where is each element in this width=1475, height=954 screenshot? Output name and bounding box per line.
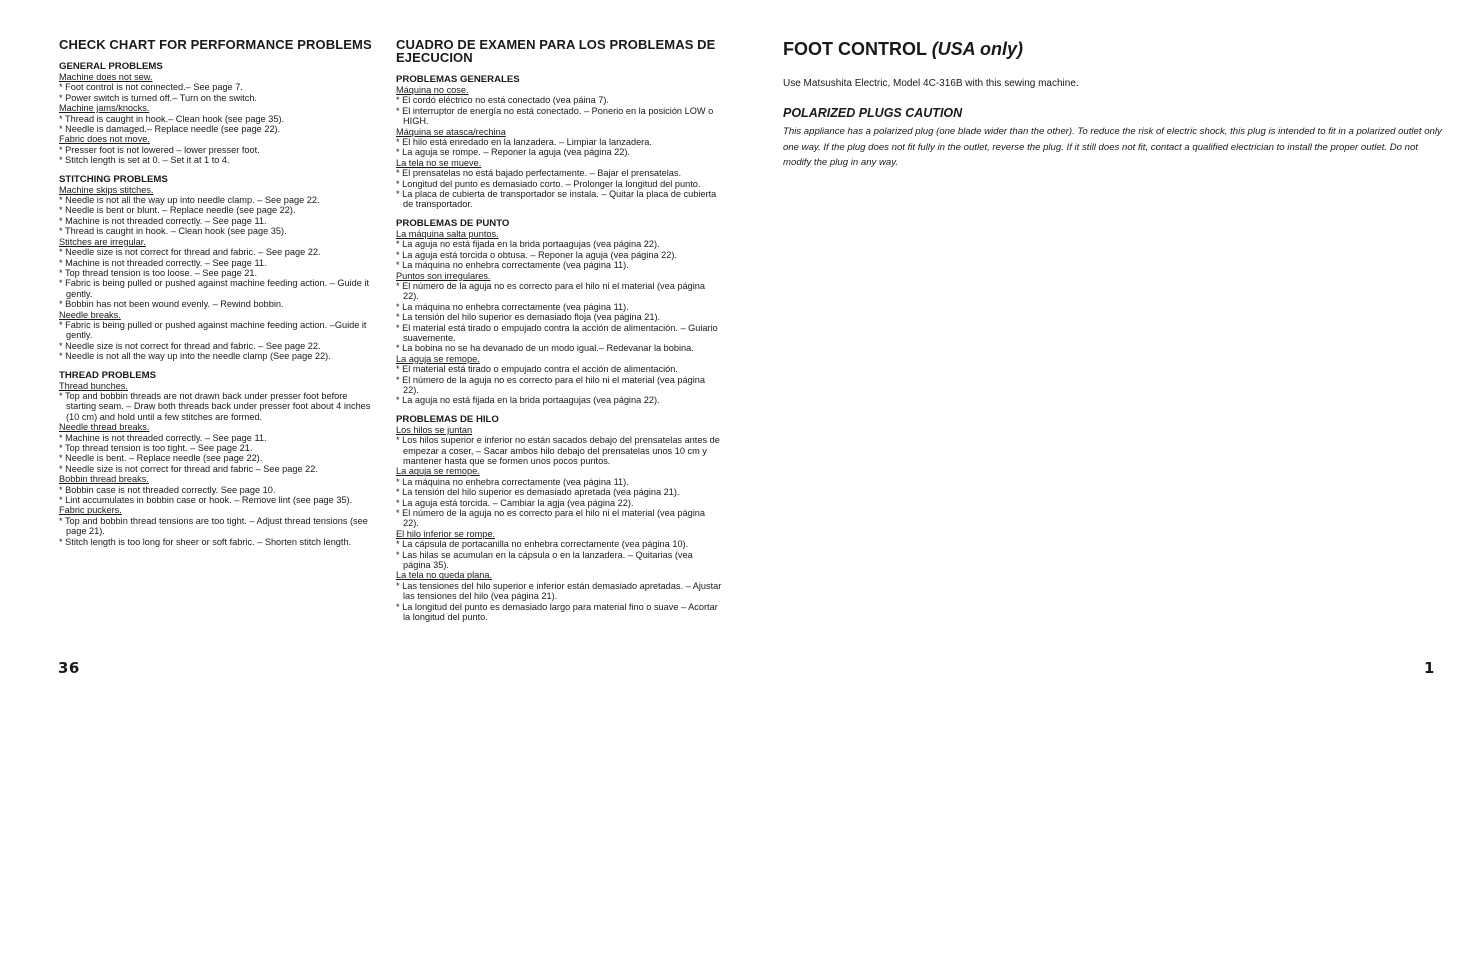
issue-heading: Needle thread breaks. — [59, 422, 150, 433]
solution-item: * Needle is bent. – Replace needle (see page 22). — [59, 453, 379, 463]
issue-heading: Bobbin thread breaks. — [59, 474, 149, 485]
solution-item: * Las tensiones del hilo superior e inferior están demasiado apretadas. – Ajustar las tensiones del hilo (vea página 21). — [396, 581, 722, 602]
solution-item: * Longitud del punto es demasiado corto. – Prolonger la longitud del punto. — [396, 179, 722, 189]
section-title: PROBLEMAS DE HILO — [396, 413, 499, 425]
solution-item: * Needle is not all the way up into needle clamp. – See page 22. — [59, 195, 379, 205]
solution-item: * Needle size is not correct for thread and fabric – See page 22. — [59, 464, 379, 474]
solution-item: * La máquina no enhebra correctamente (vea página 11). — [396, 477, 722, 487]
issue-heading: Needle breaks. — [59, 309, 121, 320]
caution-text: This appliance has a polarized plug (one blade wider than the other). To reduce the risk of electric shock, this plug is intended to fit in a polarized outlet only one way. If the plug does not fit fully in the outlet, reverse the plug. If it still does not fit, contact a qualified electrician to install the proper outlet. Do not modify the plug in any way. — [783, 126, 1442, 168]
solution-item: * La aguja está torcida o obtusa. – Reponer la aguja (vea página 22). — [396, 250, 722, 260]
solution-item: * La aguja se rompe. – Reponer la aguja (vea página 22). — [396, 147, 722, 157]
issue-heading: La aguja se remope. — [396, 353, 480, 364]
issue-heading: Fabric does not move. — [59, 134, 150, 145]
problem-section — [59, 61, 379, 166]
issue-heading: Machine jams/knocks. — [59, 103, 150, 114]
issue-heading: Máquina no cose. — [396, 85, 469, 95]
solution-item: * Needle size is not correct for thread and fabric. – See page 22. — [59, 341, 379, 351]
check-chart-spanish — [396, 38, 722, 631]
problem-section — [59, 370, 379, 548]
solution-item: * El interruptor de energía no está conectado. – Ponerio en la posición LOW o HIGH. — [396, 106, 722, 127]
solution-item: * El prensatelas no está bajado perfectamente. – Bajar el prensatelas. — [396, 168, 722, 178]
issue-heading: Los hilos se juntan — [396, 424, 473, 435]
foot-control-section — [783, 38, 1443, 171]
solution-item: * Presser foot is not lowered – lower presser foot. — [59, 145, 379, 155]
problem-section — [396, 74, 722, 210]
solution-item: * La máquina no enhebra correctamente (vea página 11). — [396, 302, 722, 312]
problem-section — [396, 218, 722, 406]
solution-item: * La longitud del punto es demasiado largo para material fino o suave – Acortar la longitud del punto. — [396, 602, 722, 623]
solution-item: * Top thread tension is too loose. – See page 21. — [59, 268, 379, 278]
page-title-spanish: CUADRO DE EXAMEN PARA LOS PROBLEMAS DE EJECUCION — [396, 37, 716, 65]
solution-item: * Stitch length is set at 0. – Set it at 1 to 4. — [59, 155, 379, 165]
page-number-left: 36 — [58, 659, 80, 677]
solution-item: * La aguja no está fijada en la brida portaagujas (vea página 22). — [396, 239, 722, 249]
issue-heading: Stitches are irregular. — [59, 236, 146, 247]
foot-control-text: Use Matsushita Electric, Model 4C-316B with this sewing machine. — [783, 78, 1079, 89]
solution-item: * El hilo está enredado en la lanzadera. – Limpiar la lanzadera. — [396, 137, 722, 147]
solution-item: * Fabric is being pulled or pushed against machine feeding action. –Guide it gently. — [59, 320, 379, 341]
solution-item: * Power switch is turned off.– Turn on the switch. — [59, 93, 379, 103]
issue-heading: La máquina salta puntos. — [396, 228, 499, 239]
issue-heading: La tela no queda plana. — [396, 570, 493, 581]
issue-heading: Puntos son irregulares. — [396, 270, 491, 281]
problem-section — [59, 174, 379, 362]
solution-item: * Machine is not threaded correctly. – See page 11. — [59, 433, 379, 443]
solution-item: * La placa de cubierta de transportador se instala. – Quitar la placa de cubierta de transportador. — [396, 189, 722, 210]
solution-item: * Thread is caught in hook.– Clean hook (see page 35). — [59, 114, 379, 124]
solution-item: * El número de la aguja no es correcto para el hilo ni el material (vea página 22). — [396, 281, 722, 302]
section-title: GENERAL PROBLEMS — [59, 61, 163, 72]
page-number-right: 1 — [1424, 659, 1435, 677]
spanish-sections — [396, 74, 722, 623]
solution-item: * Stitch length is too long for sheer or soft fabric. – Shorten stitch length. — [59, 537, 379, 547]
section-title: PROBLEMAS DE PUNTO — [396, 217, 510, 229]
solution-item: * Needle size is not correct for thread and fabric. – See page 22. — [59, 247, 379, 257]
issue-heading: La aguja se remope. — [396, 466, 480, 477]
check-chart-english — [59, 38, 379, 555]
section-title: PROBLEMAS GENERALES — [396, 74, 520, 85]
solution-item: * Machine is not threaded correctly. – See page 11. — [59, 216, 379, 226]
section-title: THREAD PROBLEMS — [59, 369, 157, 381]
issue-heading: Machine does not sew. — [59, 72, 153, 82]
solution-item: * Top and bobbin thread tensions are too tight. – Adjust thread tensions (see page 21). — [59, 516, 379, 537]
solution-item: * La aguja está torcida. – Cambiar la agja (vea página 22). — [396, 498, 722, 508]
solution-item: * Needle is bent or blunt. – Replace needle (see page 22). — [59, 205, 379, 215]
issue-heading: Máquina se atasca/rechina — [396, 126, 506, 137]
english-sections — [59, 61, 379, 547]
solution-item: * La tensión del hilo superior es demasiado floja (vea página 21). — [396, 312, 722, 322]
solution-item: * La máquina no enhebra correctamente (vea página 11). — [396, 260, 722, 270]
solution-item: * El material está tirado o empujado contra el acción de alimentación. — [396, 364, 722, 374]
solution-item: * Fabric is being pulled or pushed against machine feeding action. – Guide it gently. — [59, 278, 379, 299]
caution-title: POLARIZED PLUGS CAUTION — [783, 106, 963, 120]
solution-item: * Needle is not all the way up into the needle clamp (See page 22). — [59, 351, 379, 361]
foot-control-title: FOOT CONTROL (USA only) — [783, 39, 1024, 59]
solution-item: * Las hilas se acumulan en la cápsula o en la lanzadera. – Quitarias (vea página 35). — [396, 550, 722, 571]
solution-item: * El material está tirado o empujado contra la acción de alimentación. – Guiario suavemente. — [396, 323, 722, 344]
solution-item: * Thread is caught in hook. – Clean hook (see page 35). — [59, 226, 379, 236]
solution-item: * Bobbin case is not threaded correctly. See page 10. — [59, 485, 379, 495]
solution-item: * Machine is not threaded correctly. – See page 11. — [59, 258, 379, 268]
page-title: CHECK CHART FOR PERFORMANCE PROBLEMS — [59, 37, 372, 52]
foot-control-title-note: (USA only) — [931, 39, 1024, 59]
issue-heading: El hilo inferior se rompe. — [396, 528, 496, 539]
issue-heading: La tela no se mueve. — [396, 157, 482, 168]
solution-item: * La bobina no se ha devanado de un modo igual.– Redevanar la bobina. — [396, 343, 722, 353]
issue-heading: Fabric puckers. — [59, 505, 122, 516]
solution-item: * Top thread tension is too tight. – See page 21. — [59, 443, 379, 453]
solution-item: * Bobbin has not been wound evenly. – Rewind bobbin. — [59, 299, 379, 309]
solution-item: * El número de la aguja no es correcto para el hilo ni el material (vea página 22). — [396, 375, 722, 396]
section-title: STITCHING PROBLEMS — [59, 173, 168, 185]
problem-section — [396, 414, 722, 623]
issue-heading: Thread bunches. — [59, 380, 128, 391]
issue-heading: Machine skips stitches. — [59, 184, 154, 195]
solution-item: * La cápsula de portacanilla no enhebra correctamente (vea página 10). — [396, 539, 722, 549]
solution-item: * La tensión del hilo superior es demasiado apretada (vea página 21). — [396, 487, 722, 497]
solution-item: * Los hilos superior e inferior no están sacados debajo del prensatelas antes de empezar a coser, – Sacar ambos hilo debajo del prensatelas unos 10 cm y mantener hasta que se formen unos pocos puntos. — [396, 435, 722, 466]
solution-item: * Foot control is not connected.– See page 7. — [59, 82, 379, 92]
solution-item: * Lint accumulates in bobbin case or hook. – Remove lint (see page 35). — [59, 495, 379, 505]
solution-item: * Needle is damaged.– Replace needle (see page 22). — [59, 124, 379, 134]
solution-item: * El número de la aguja no es correcto para el hilo ni el material (vea página 22). — [396, 508, 722, 529]
solution-item: * Top and bobbin threads are not drawn back under presser foot before starting seam. – Draw both threads back under presser foot about 4 inches (10 cm) and hold until a few stitches are formed. — [59, 391, 379, 422]
solution-item: * El cordó eléctrico no está conectado (vea páina 7). — [396, 95, 722, 105]
solution-item: * La aguja no está fijada en la brida portaagujas (vea página 22). — [396, 395, 722, 405]
